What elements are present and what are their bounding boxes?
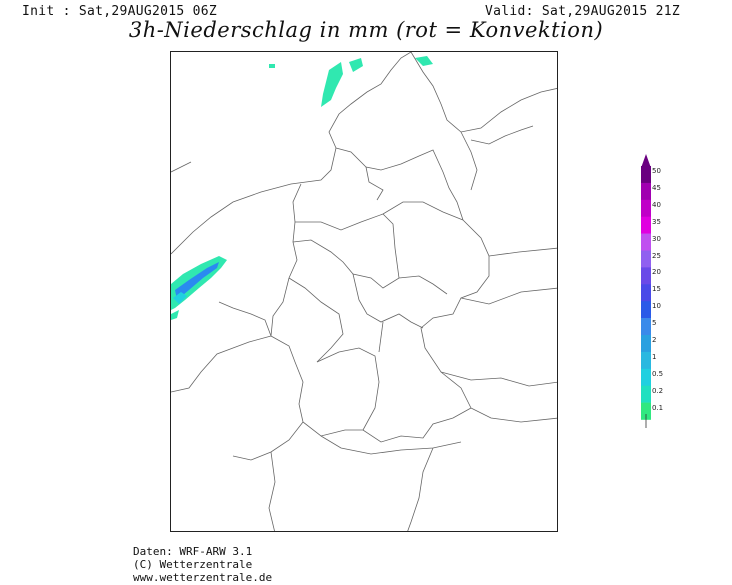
precip-legend	[640, 152, 690, 434]
legend-swatch	[641, 200, 651, 217]
legend-swatch	[641, 386, 651, 403]
footer-url[interactable]: www.wetterzentrale.de	[133, 571, 273, 584]
legend-label: 40	[652, 200, 661, 209]
legend-swatch	[641, 234, 651, 251]
legend-label: 0.1	[652, 403, 664, 412]
map-outlines	[171, 52, 558, 532]
legend-label: 25	[652, 251, 661, 260]
legend-swatch	[641, 335, 651, 352]
precip-north-sea	[269, 56, 433, 107]
legend-swatch	[641, 369, 651, 386]
legend-label: 10	[652, 302, 661, 311]
legend-label: 5	[652, 319, 657, 328]
legend-label: 35	[652, 217, 661, 226]
legend-swatch	[641, 318, 651, 335]
map-canvas	[171, 52, 558, 532]
chart-title: 3h-Niederschlag in mm (rot = Konvektion)	[128, 18, 604, 42]
legend-label: 30	[652, 234, 661, 243]
legend-label: 45	[652, 183, 661, 192]
legend-label: 50	[652, 167, 661, 175]
legend-label: 0.5	[652, 369, 664, 378]
legend-label: 0.2	[652, 386, 664, 395]
legend-label: 20	[652, 268, 661, 277]
precipitation-map	[170, 51, 558, 532]
legend-swatch	[641, 217, 651, 234]
valid-time: Valid: Sat,29AUG2015 21Z	[484, 4, 680, 19]
footer-source: Daten: WRF-ARW 3.1	[133, 545, 253, 558]
legend-swatch	[641, 251, 651, 268]
legend-swatch	[641, 166, 651, 183]
legend-swatch	[641, 284, 651, 301]
legend-swatch	[641, 301, 651, 318]
legend-swatch	[641, 267, 651, 284]
legend-label: 15	[652, 285, 661, 294]
legend-label: 2	[652, 336, 657, 344]
legend-swatch	[641, 183, 651, 200]
legend-swatch	[641, 352, 651, 369]
legend-label: 1	[652, 352, 657, 361]
legend-top-arrow	[641, 154, 651, 168]
footer	[133, 545, 272, 584]
init-time: Init : Sat,29AUG2015 06Z	[22, 4, 218, 19]
legend-colorbar	[640, 152, 652, 434]
footer-copyright: (C) Wetterzentrale	[133, 558, 253, 571]
precip-west-band	[171, 256, 227, 320]
